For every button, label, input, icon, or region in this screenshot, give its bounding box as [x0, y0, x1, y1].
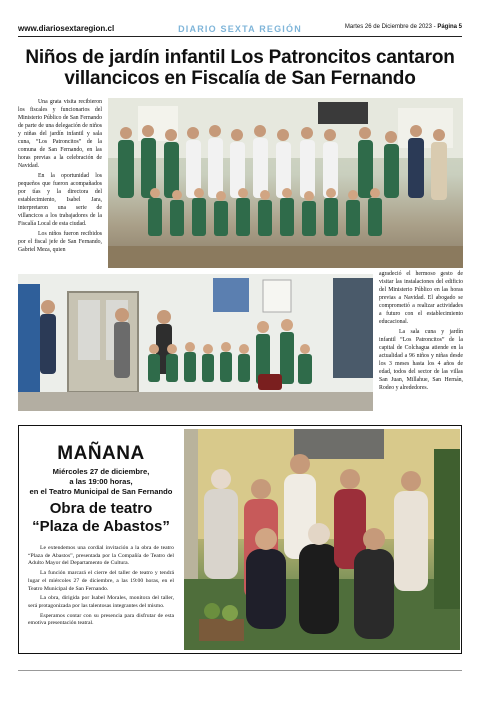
- site-url[interactable]: www.diariosextaregion.cl: [18, 24, 115, 33]
- article-column-3: [379, 270, 463, 394]
- dateline: [345, 24, 462, 30]
- paragraph: Esperamos contar con su presencia para disfrutar de esta emotiva presentación teatral.: [28, 612, 174, 627]
- play-title-line-2: “Plaza de Abastos”: [32, 518, 170, 535]
- group-photo-fiscalia: [108, 98, 463, 268]
- paragraph: La función marcará el cierre del taller de teatro y tendrá lugar el miércoles 27 de diciembre, a las 19:00 horas, en el Teatro Municipal de San Fernando.: [28, 570, 174, 592]
- paragraph: Le extendemos una cordial invitación a la obra de teatro “Plaza de Abastos”, presentada por la Compañía de Teatro del Adulto Mayor del Departamento de Cultura.: [28, 545, 174, 567]
- event-title: MAÑANA: [57, 443, 145, 464]
- play-title-line-1: Obra de teatro: [49, 500, 153, 517]
- event-body: [28, 545, 174, 630]
- paragraph: Los niños fueron recibidos por el fiscal jefe de San Fernando, Gabriel Meza, quien: [18, 231, 102, 253]
- header-rule: [18, 36, 462, 37]
- page-number: Página 5: [437, 24, 462, 30]
- play-title: [22, 500, 180, 536]
- children-singing-illustration: [18, 274, 373, 411]
- theater-group-illustration: [184, 429, 460, 650]
- page-header: [18, 24, 462, 36]
- headline-line-1: Niños de jardín infantil Los Patroncitos cantaron: [25, 47, 455, 68]
- paragraph: Una grata visita recibieron los fiscales y funcionarios del Ministerio Público de San Fernando de parte de una delegación de niños y niñas del jardín infantil y sala cuna, “Los Patroncitos” de la comuna de San Fernando, en las horas previas a la celebración de Navidad.: [18, 99, 102, 169]
- paragraph: La obra, dirigida por Isabel Morales, monitora del taller, será protagonizada por las talentosas integrantes del mismo.: [28, 595, 174, 609]
- paragraph: La sala cuna y jardín infantil “Los Patroncitos” de la capital de Colchagua atiende en la actualidad a 96 niños y niñas desde los 3 meses hasta los 4 años de edad, todos del sector de las villas San Juan, Millahue, San Hernán, Rodeo y alrededores.: [379, 329, 463, 391]
- footer-rule: [18, 670, 462, 671]
- event-time: a las 19:00 horas,: [69, 477, 133, 486]
- paragraph: agradeció el hermoso gesto de visitar las instalaciones del edificio del Ministerio Público en las horas previas a Navidad. El abogado se comprometió a realizar actividades a futuro con el establecimiento educacional.: [379, 271, 463, 325]
- newspaper-name: DIARIO SEXTA REGIÓN: [178, 24, 302, 34]
- group-photo-fiscalia-illustration: [108, 98, 463, 268]
- issue-date: Martes 26 de Diciembre de 2023 -: [344, 24, 436, 30]
- event-date: Miércoles 27 de diciembre,: [52, 467, 150, 476]
- article-column-1: [18, 98, 102, 256]
- theater-group-photo: [184, 429, 460, 650]
- event-details: [22, 467, 180, 497]
- article-headline: [18, 47, 462, 89]
- event-venue: en el Teatro Municipal de San Fernando: [29, 487, 173, 496]
- headline-line-2: villancicos en Fiscalía de San Fernando: [64, 68, 416, 89]
- paragraph: En la oportunidad los pequeños que fueron acompañados por tías y la directora del establecimiento, Isabel Jara, interpretaron una serie de villancicos a los trabajadores de la Fiscalía Local de esta ciudad.: [18, 173, 102, 227]
- children-singing-photo: [18, 274, 373, 411]
